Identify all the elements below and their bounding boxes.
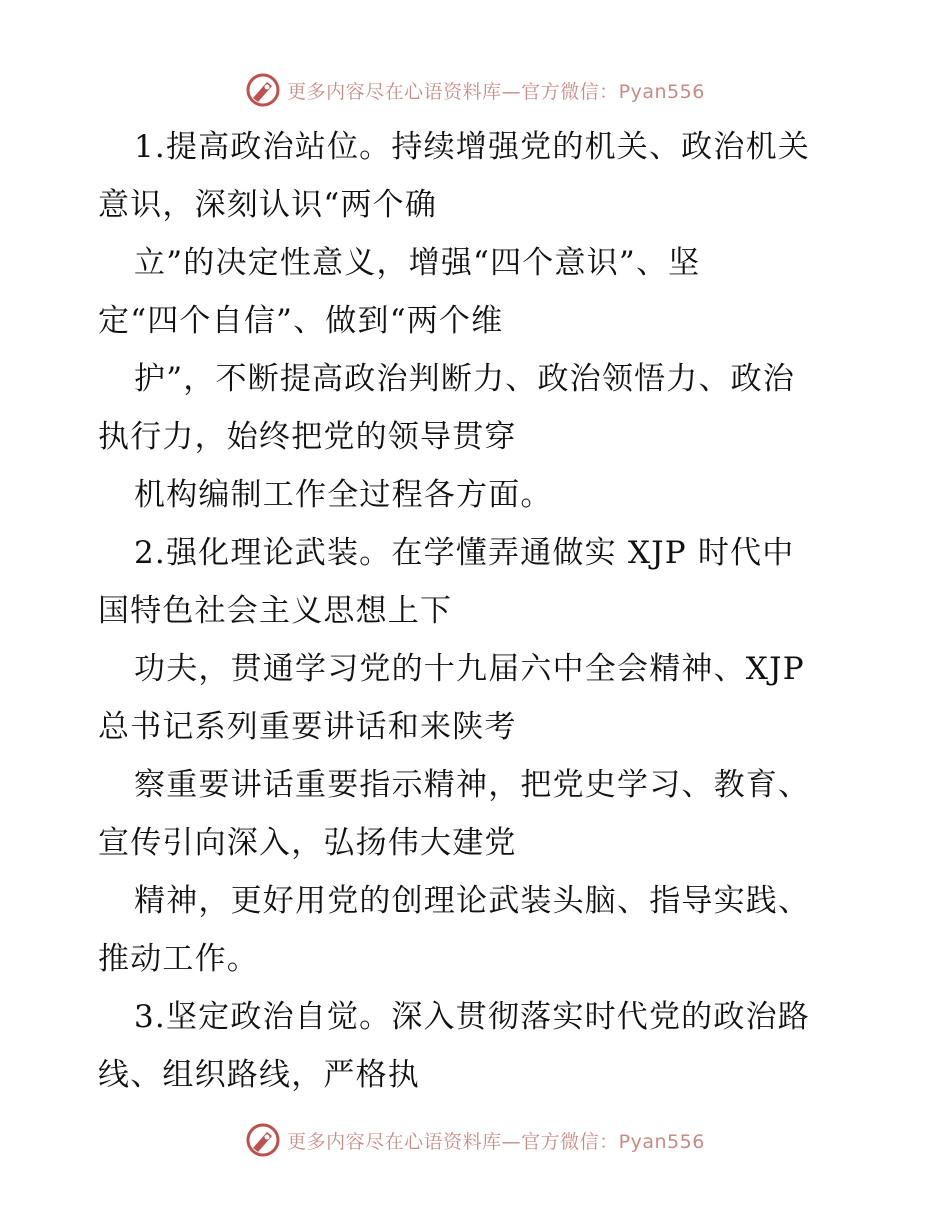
- text-line: 功夫，贯通学习党的十九届六中全会精神、XJP: [134, 651, 805, 687]
- text-line: 国特色社会主义思想上下: [98, 593, 453, 629]
- text-line: 意识，深刻认识“两个确: [98, 187, 438, 223]
- fountain-pen-seal-icon: [245, 72, 281, 108]
- text-line: 推动工作。: [98, 941, 259, 977]
- text-line: 立”的决定性意义，增强“四个意识”、坚: [134, 245, 701, 281]
- text-line: 精神，更好用党的创理论武装头脑、指导实践、: [134, 883, 811, 919]
- text-line: 机构编制工作全过程各方面。: [134, 477, 553, 513]
- text-line: 2.强化理论武装。在学懂弄通做实 XJP 时代中: [134, 535, 795, 571]
- text-line: 定“四个自信”、做到“两个维: [98, 303, 504, 339]
- text-line: 执行力，始终把党的领导贯穿: [98, 419, 517, 455]
- text-line: 1.提高政治站位。持续增强党的机关、政治机关: [134, 129, 810, 165]
- text-line: 察重要讲话重要指示精神，把党史学习、教育、: [134, 767, 811, 803]
- text-line: 护”，不断提高政治判断力、政治领悟力、政治: [134, 361, 796, 397]
- text-line: 宣传引向深入，弘扬伟大建党: [98, 825, 517, 861]
- watermark-text: 更多内容尽在心语资料库—官方微信：Pyan556: [287, 80, 705, 103]
- watermark-text: 更多内容尽在心语资料库—官方微信：Pyan556: [287, 1130, 705, 1153]
- text-line: 3.坚定政治自觉。深入贯彻落实时代党的政治路: [134, 999, 810, 1035]
- fountain-pen-seal-icon: [245, 1122, 281, 1158]
- header-watermark: [0, 70, 950, 110]
- text-line: 线、组织路线，严格执: [98, 1057, 420, 1093]
- footer-watermark: [0, 1120, 950, 1160]
- text-line: 总书记系列重要讲话和来陕考: [98, 709, 517, 745]
